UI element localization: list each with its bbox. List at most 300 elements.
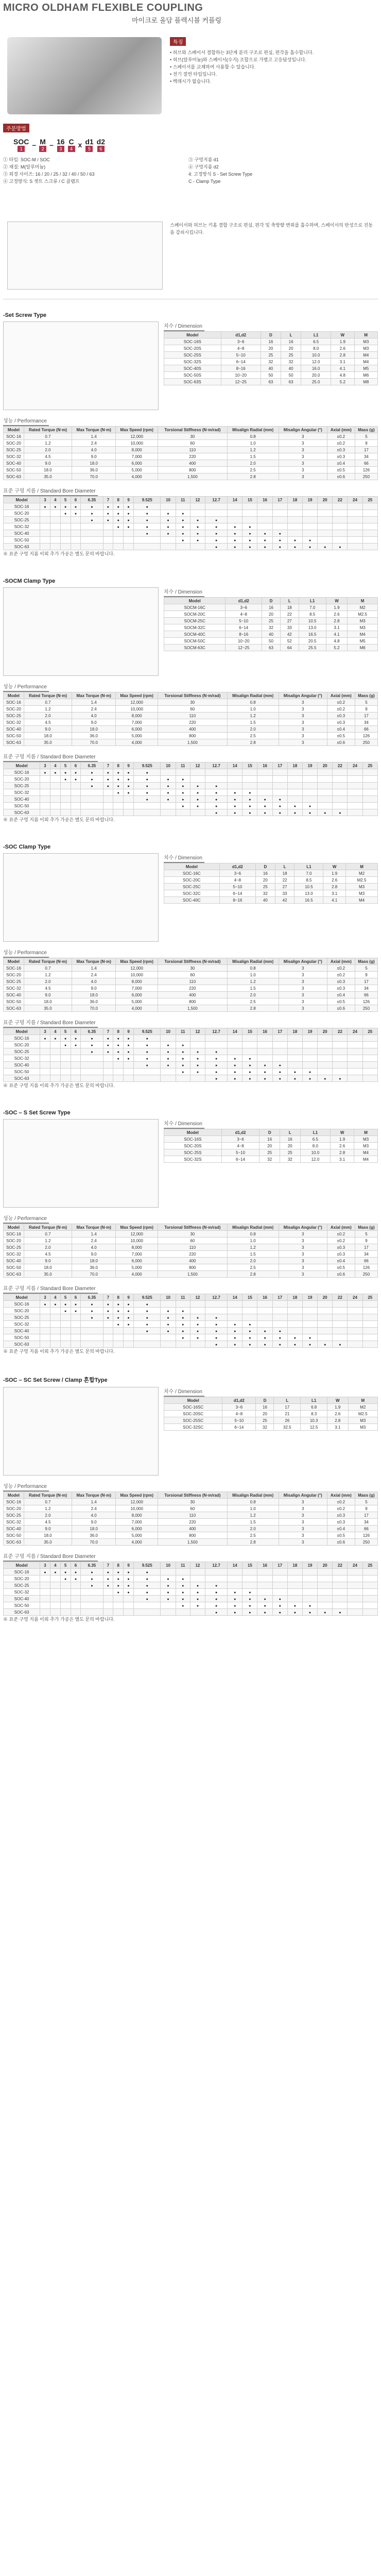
- bore-cell: [228, 503, 243, 510]
- bore-cell: [71, 783, 81, 789]
- table-cell: 3: [279, 965, 327, 972]
- table-header-cell: Torsional Stiffness (N·m/rad): [158, 1224, 227, 1231]
- table-cell: 5~10: [221, 1149, 259, 1156]
- code-part-value: C: [68, 138, 74, 146]
- bore-cell: [60, 1602, 71, 1609]
- bore-cell: [176, 1048, 190, 1055]
- table-cell: 16: [261, 338, 281, 345]
- table-cell: 110: [158, 447, 227, 453]
- bore-cell: [81, 1341, 103, 1348]
- bore-cell: [161, 1569, 176, 1575]
- table-cell: 27: [280, 618, 299, 624]
- table-cell: 8,000: [116, 1512, 158, 1519]
- bore-cell: [287, 510, 302, 517]
- bore-cell: [133, 517, 161, 523]
- bore-cell: [161, 1596, 176, 1602]
- table-row: [4, 1341, 378, 1348]
- table-cell: SOC-25: [4, 978, 24, 985]
- bore-cell: [176, 1321, 190, 1328]
- type-title: -SOC – SC Set Screw / Clamp 혼합Type: [3, 1377, 108, 1383]
- table-cell: SOC-63: [4, 739, 24, 746]
- table-header-cell: 8: [113, 1562, 124, 1569]
- bore-cell: [257, 1582, 272, 1589]
- bore-cell: [161, 1582, 176, 1589]
- bore-cell: [71, 530, 81, 537]
- table-cell: 10.5: [295, 884, 323, 890]
- table-cell: SOC-50: [4, 537, 40, 544]
- table-header-cell: 15: [243, 1294, 257, 1301]
- bore-cell: [205, 1055, 228, 1062]
- bore-cell: [333, 776, 348, 783]
- bore-cell: [243, 1055, 257, 1062]
- bore-cell: [243, 1062, 257, 1069]
- bore-cell: [40, 789, 50, 796]
- bore-cell: [176, 1069, 190, 1075]
- table-cell: SOC-63S: [164, 379, 221, 385]
- table-cell: SOC-40: [4, 1526, 24, 1532]
- bore-cell: [60, 1321, 71, 1328]
- table-cell: ±0.5: [327, 1532, 355, 1539]
- table-cell: 1.5: [227, 1251, 279, 1258]
- bore-cell: [103, 1602, 113, 1609]
- table-cell: 0.7: [24, 1499, 72, 1505]
- table-header-cell: 18: [287, 1028, 302, 1035]
- table-cell: SOC-40: [4, 796, 40, 803]
- bore-cell: [302, 796, 317, 803]
- bore-cell: [81, 1062, 103, 1069]
- bore-cell: [318, 1609, 333, 1616]
- bore-cell: [333, 1048, 348, 1055]
- table-header-cell: 9.525: [133, 1294, 161, 1301]
- bore-cell: [103, 1575, 113, 1582]
- bore-cell: [60, 769, 71, 776]
- table-cell: M3: [354, 338, 377, 345]
- table-header-cell: 25: [362, 762, 377, 769]
- dimension-label: 치수 / Dimension: [164, 1119, 204, 1129]
- table-header-cell: 4: [50, 497, 60, 503]
- bore-cell: [176, 796, 190, 803]
- bore-cell: [257, 1308, 272, 1314]
- table-row: [164, 1424, 378, 1431]
- bore-cell: [318, 1328, 333, 1334]
- table-cell: 36.0: [72, 733, 116, 739]
- table-row: [4, 1526, 378, 1532]
- bore-cell: [40, 803, 50, 809]
- table-header-cell: 11: [176, 1028, 190, 1035]
- table-header-cell: 11: [176, 1294, 190, 1301]
- bore-cell: [228, 530, 243, 537]
- table-cell: 3~6: [219, 870, 255, 877]
- table-cell: 32: [256, 1424, 274, 1431]
- table-header-cell: 7: [103, 1294, 113, 1301]
- table-cell: ±0.2: [327, 440, 355, 447]
- table-cell: SOC-16C: [164, 870, 220, 877]
- table-cell: 36.0: [72, 998, 116, 1005]
- table-row: [4, 1005, 378, 1012]
- bore-cell: [228, 544, 243, 550]
- bore-cell: [133, 1582, 161, 1589]
- bore-cell: [302, 503, 317, 510]
- table-cell: SOC-25: [4, 447, 24, 453]
- table-cell: ±0.2: [327, 433, 355, 440]
- table-cell: 7,000: [116, 985, 158, 992]
- bore-cell: [348, 530, 362, 537]
- table-cell: ±0.3: [327, 453, 355, 460]
- table-cell: 16: [281, 338, 301, 345]
- table-row: [4, 719, 378, 726]
- bore-cell: [302, 517, 317, 523]
- bore-cell: [272, 1301, 287, 1308]
- bore-cell: [318, 1308, 333, 1314]
- table-cell: SOC-25: [4, 1314, 40, 1321]
- table-header-cell: 6: [71, 1028, 81, 1035]
- table-cell: 64: [280, 645, 299, 651]
- table-cell: 26: [274, 1417, 301, 1424]
- table-cell: 1.2: [24, 1238, 72, 1244]
- table-cell: 3~6: [226, 604, 262, 611]
- table-cell: 7,000: [116, 1519, 158, 1526]
- dimension-label: 치수 / Dimension: [164, 587, 204, 597]
- bore-cell: [190, 803, 205, 809]
- bore-cell: [190, 1321, 205, 1328]
- bore-cell: [113, 523, 124, 530]
- bore-cell: [133, 1301, 161, 1308]
- table-header-cell: Model: [164, 863, 220, 870]
- bore-cell: [348, 1575, 362, 1582]
- bore-cell: [348, 1569, 362, 1575]
- bore-cell: [113, 1062, 124, 1069]
- table-cell: 2.6: [323, 877, 346, 884]
- table-cell: 32.5: [274, 1424, 301, 1431]
- bore-cell: [133, 537, 161, 544]
- bore-cell: [176, 1569, 190, 1575]
- table-header-cell: 8: [113, 1294, 124, 1301]
- bore-cell: [133, 1321, 161, 1328]
- table-header-cell: Model: [164, 598, 226, 604]
- table-row: [4, 713, 378, 719]
- bore-cell: [81, 510, 103, 517]
- table-header-cell: 7: [103, 497, 113, 503]
- table-cell: SOC-32: [4, 719, 24, 726]
- table-cell: SOC-25C: [164, 884, 220, 890]
- bore-cell: [257, 769, 272, 776]
- bore-cell: [333, 1042, 348, 1048]
- table-header-cell: 6: [71, 497, 81, 503]
- table-cell: 5~10: [222, 1417, 256, 1424]
- table-cell: ±0.3: [327, 985, 355, 992]
- table-cell: 3: [279, 998, 327, 1005]
- table-cell: 2.8: [331, 352, 354, 359]
- table-cell: 1,500: [158, 1005, 227, 1012]
- table-cell: 2.8: [326, 618, 348, 624]
- bore-cell: [71, 1048, 81, 1055]
- bore-cell: [205, 769, 228, 776]
- table-cell: 70.0: [72, 739, 116, 746]
- bore-cell: [50, 809, 60, 816]
- bore-cell: [287, 1308, 302, 1314]
- bore-cell: [81, 1334, 103, 1341]
- table-row: [4, 530, 378, 537]
- table-cell: 1.9: [331, 338, 354, 345]
- bore-cell: [362, 776, 377, 783]
- bore-cell: [124, 1609, 134, 1616]
- bore-cell: [243, 517, 257, 523]
- code-note: C - Clamp Type: [188, 179, 221, 184]
- dimension-table: [164, 331, 378, 385]
- table-header-cell: 15: [243, 1028, 257, 1035]
- table-header-cell: L1: [301, 1397, 327, 1404]
- bore-cell: [161, 1321, 176, 1328]
- table-cell: SOC-32: [4, 453, 24, 460]
- bore-cell: [124, 789, 134, 796]
- bore-cell: [133, 1308, 161, 1314]
- table-header-cell: d1,d2: [219, 863, 255, 870]
- table-row: [4, 1334, 378, 1341]
- table-cell: 1.4: [72, 1231, 116, 1238]
- bore-cell: [362, 789, 377, 796]
- table-header-cell: Max Speed (rpm): [116, 958, 158, 965]
- table-header-cell: Max Torque (N·m): [72, 1224, 116, 1231]
- bore-cell: [302, 1055, 317, 1062]
- bore-cell: [161, 510, 176, 517]
- bore-cell: [133, 783, 161, 789]
- bore-cell: [103, 1609, 113, 1616]
- bore-cell: [272, 517, 287, 523]
- bore-cell: [60, 544, 71, 550]
- bore-cell: [272, 796, 287, 803]
- table-cell: 33: [280, 624, 299, 631]
- bore-cell: [81, 1075, 103, 1082]
- bore-cell: [257, 783, 272, 789]
- bore-cell: [71, 1301, 81, 1308]
- table-cell: SOCM-50C: [164, 638, 226, 645]
- table-header-cell: 5: [60, 1028, 71, 1035]
- table-header-cell: 6.35: [81, 762, 103, 769]
- table-cell: SOC-50S: [164, 372, 221, 379]
- table-header-cell: M: [348, 1397, 377, 1404]
- dimension-table: [164, 1129, 378, 1163]
- bore-cell: [60, 1328, 71, 1334]
- bore-cell: [287, 803, 302, 809]
- table-header-cell: W: [326, 598, 348, 604]
- table-row: [164, 624, 378, 631]
- bore-cell: [50, 1042, 60, 1048]
- bore-cell: [333, 783, 348, 789]
- table-cell: 400: [158, 1258, 227, 1264]
- performance-label: 성능 / Performance: [3, 682, 49, 692]
- code-part-number: 2: [39, 146, 46, 152]
- table-cell: 250: [355, 1005, 377, 1012]
- table-header-cell: 17: [272, 1294, 287, 1301]
- bore-cell: [228, 1308, 243, 1314]
- table-cell: M2: [348, 1404, 377, 1411]
- bore-cell: [124, 1035, 134, 1042]
- table-row: [4, 1062, 378, 1069]
- table-cell: 250: [355, 473, 377, 480]
- bore-cell: [348, 517, 362, 523]
- table-header-cell: Model: [164, 1129, 222, 1136]
- bore-cell: [333, 530, 348, 537]
- bore-cell: [348, 1042, 362, 1048]
- table-cell: 9: [355, 1505, 377, 1512]
- bore-cell: [103, 803, 113, 809]
- table-row: [4, 473, 378, 480]
- table-cell: 25.0: [301, 379, 331, 385]
- table-cell: SOC-32: [4, 523, 40, 530]
- table-header-cell: 11: [176, 762, 190, 769]
- bore-cell: [60, 1589, 71, 1596]
- bore-cell: [103, 544, 113, 550]
- bore-cell: [124, 1341, 134, 1348]
- table-cell: 1,500: [158, 473, 227, 480]
- table-header-cell: Model: [4, 692, 24, 699]
- table-cell: 25: [280, 1149, 301, 1156]
- table-header-cell: 15: [243, 1562, 257, 1569]
- bore-cell: [302, 1035, 317, 1042]
- bore-cell: [190, 1301, 205, 1308]
- table-cell: 16.0: [301, 365, 331, 372]
- table-row: [4, 1271, 378, 1278]
- bore-cell: [190, 537, 205, 544]
- table-cell: 25: [256, 884, 275, 890]
- table-cell: 5~10: [226, 618, 262, 624]
- bore-cell: [113, 809, 124, 816]
- bore-cell: [302, 1314, 317, 1321]
- table-cell: 40: [261, 365, 281, 372]
- table-header-cell: 12.7: [205, 762, 228, 769]
- bore-cell: [287, 1314, 302, 1321]
- bore-cell: [362, 544, 377, 550]
- table-header-cell: 22: [333, 762, 348, 769]
- bore-cell: [113, 1301, 124, 1308]
- table-cell: ±0.2: [327, 1238, 355, 1244]
- bore-cell: [318, 1301, 333, 1308]
- table-cell: SOC-63: [4, 1005, 24, 1012]
- table-cell: 20: [262, 611, 281, 618]
- bore-cell: [362, 1575, 377, 1582]
- bore-cell: [272, 1602, 287, 1609]
- bore-cell: [287, 1075, 302, 1082]
- footnote: ※ 표준 구멍 지름 이외 추가 가공은 별도 문의 바랍니다.: [3, 1349, 115, 1354]
- table-cell: 8~16: [219, 897, 255, 904]
- bore-table: [3, 496, 378, 550]
- bore-cell: [103, 1075, 113, 1082]
- bore-cell: [362, 1328, 377, 1334]
- table-cell: 33: [275, 890, 295, 897]
- table-cell: SOC-16: [4, 769, 40, 776]
- bore-cell: [40, 809, 50, 816]
- bore-cell: [257, 1321, 272, 1328]
- bore-cell: [103, 530, 113, 537]
- table-cell: 126: [355, 733, 377, 739]
- table-cell: 12.0: [301, 359, 331, 365]
- performance-table: [3, 692, 378, 746]
- bore-cell: [176, 1075, 190, 1082]
- table-row: [4, 803, 378, 809]
- bore-cell: [81, 1609, 103, 1616]
- table-cell: 2.0: [24, 1512, 72, 1519]
- table-header-cell: 7: [103, 1028, 113, 1035]
- table-cell: 400: [158, 460, 227, 467]
- table-cell: 2.4: [72, 1238, 116, 1244]
- table-header-cell: W: [323, 863, 346, 870]
- bore-cell: [362, 1321, 377, 1328]
- table-cell: 20: [261, 345, 281, 352]
- table-cell: 0.8: [227, 433, 279, 440]
- bore-cell: [124, 1589, 134, 1596]
- bore-cell: [287, 1055, 302, 1062]
- bore-cell: [113, 769, 124, 776]
- table-row: [4, 440, 378, 447]
- table-cell: 6,000: [116, 992, 158, 998]
- table-cell: SOC-40: [4, 992, 24, 998]
- bore-cell: [243, 776, 257, 783]
- table-header-cell: Model: [164, 332, 221, 338]
- bore-cell: [318, 1582, 333, 1589]
- bore-cell: [176, 503, 190, 510]
- bore-cell: [272, 1308, 287, 1314]
- bore-cell: [71, 809, 81, 816]
- table-row: [164, 611, 378, 618]
- bore-cell: [348, 1341, 362, 1348]
- bore-cell: [103, 1301, 113, 1308]
- table-cell: 32: [262, 624, 281, 631]
- bore-cell: [103, 1055, 113, 1062]
- bore-cell: [302, 783, 317, 789]
- table-cell: 2.5: [227, 733, 279, 739]
- bore-cell: [348, 1602, 362, 1609]
- bore-cell: [176, 544, 190, 550]
- table-cell: 32: [281, 359, 301, 365]
- table-cell: SOC-20: [4, 1575, 40, 1582]
- bore-cell: [71, 1602, 81, 1609]
- table-cell: 16: [280, 1136, 301, 1143]
- table-cell: 4.8: [331, 372, 354, 379]
- bore-cell: [40, 1602, 50, 1609]
- table-header-cell: 6.35: [81, 497, 103, 503]
- bore-cell: [333, 1314, 348, 1321]
- table-header-cell: D: [262, 598, 281, 604]
- table-cell: 66: [355, 992, 377, 998]
- table-row: [4, 1602, 378, 1609]
- bore-cell: [133, 1575, 161, 1582]
- table-header-cell: 24: [348, 497, 362, 503]
- code-row: [13, 138, 378, 152]
- table-row: [4, 1596, 378, 1602]
- table-cell: M2.5: [348, 1411, 377, 1417]
- table-cell: SOC-25: [4, 1582, 40, 1589]
- table-cell: 3: [279, 978, 327, 985]
- table-cell: 1.4: [72, 433, 116, 440]
- bore-cell: [348, 503, 362, 510]
- table-cell: SOC-20S: [164, 1143, 222, 1149]
- bore-cell: [243, 1569, 257, 1575]
- bore-cell: [287, 503, 302, 510]
- table-cell: 52: [280, 638, 299, 645]
- bore-cell: [205, 1075, 228, 1082]
- table-cell: 4~8: [222, 1411, 256, 1417]
- bore-cell: [348, 769, 362, 776]
- table-cell: SOC-40: [4, 460, 24, 467]
- bore-cell: [257, 1062, 272, 1069]
- table-cell: 20.5: [299, 638, 326, 645]
- bore-cell: [113, 1569, 124, 1575]
- table-cell: ±0.4: [327, 726, 355, 733]
- table-header-cell: Axial (mm): [327, 427, 355, 433]
- bore-cell: [133, 544, 161, 550]
- table-row: [4, 1042, 378, 1048]
- bore-cell: [124, 544, 134, 550]
